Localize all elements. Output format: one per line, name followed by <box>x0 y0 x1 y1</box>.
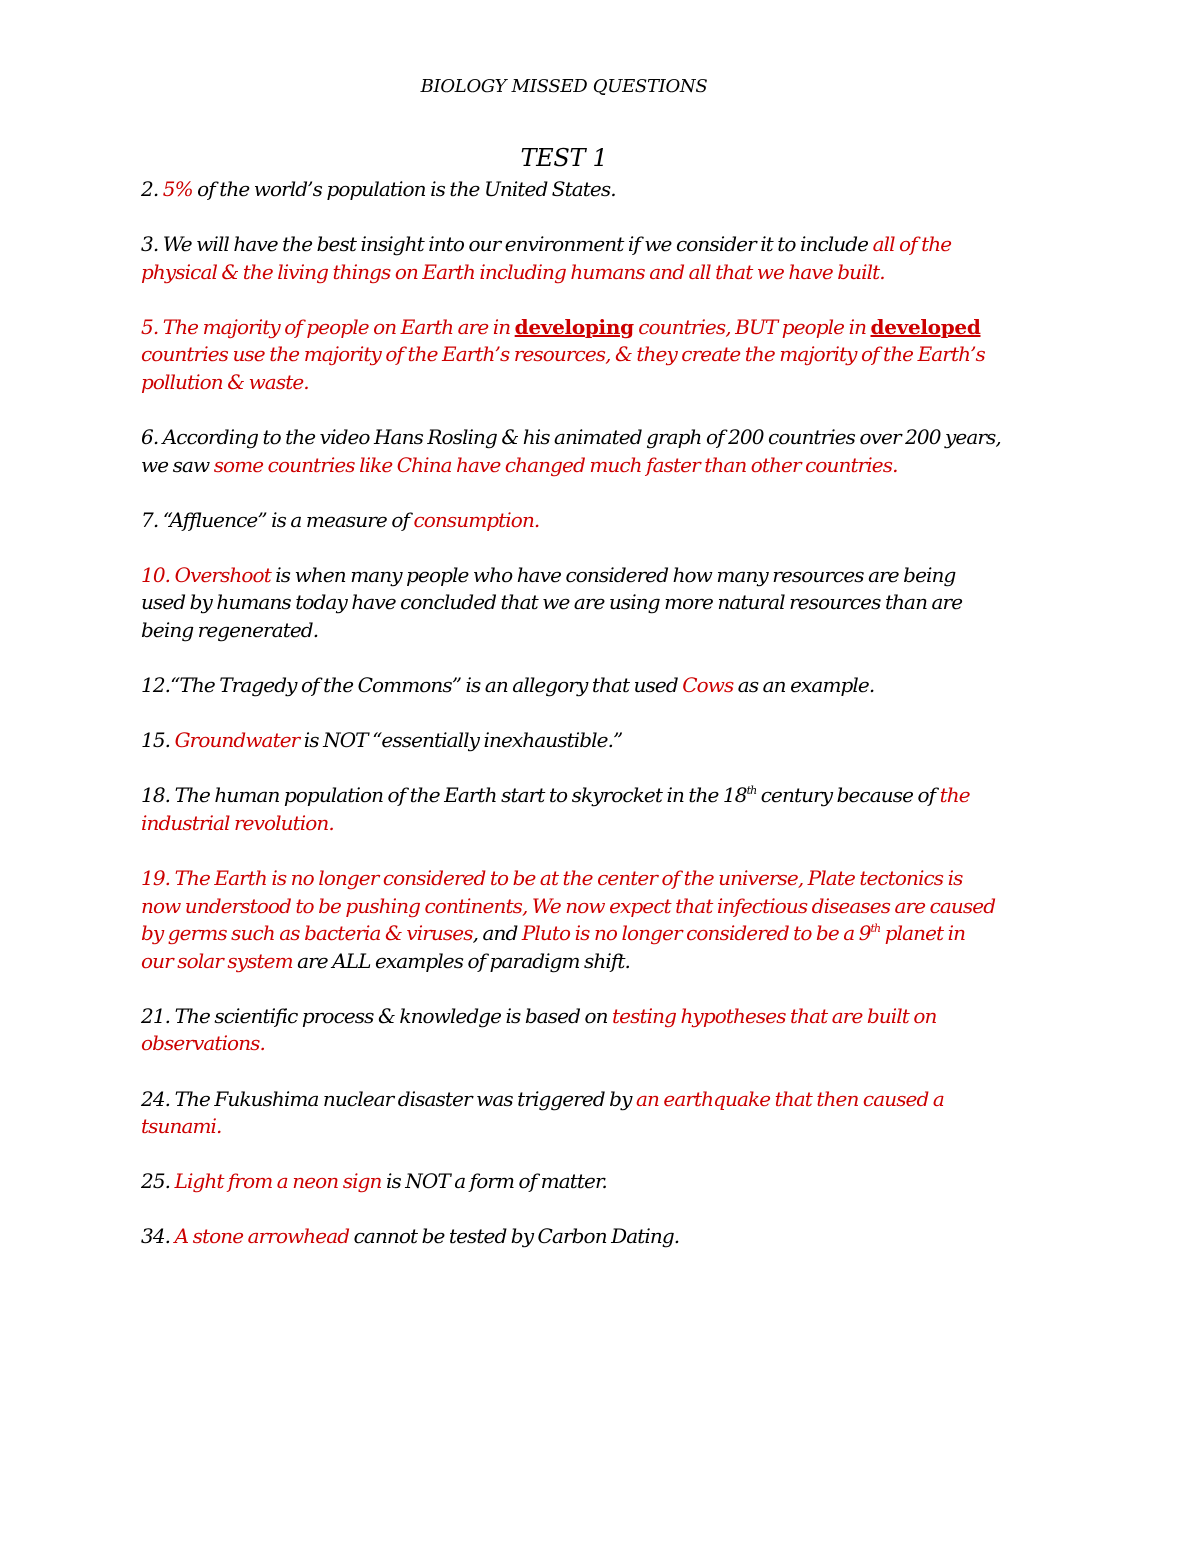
answer-text: planet in our solar system <box>141 921 966 973</box>
question-text: We will have the best insight into our environment if we consider it to include <box>162 232 873 257</box>
answer-text: countries, BUT people in <box>633 314 871 339</box>
question-number: 3. <box>141 232 163 257</box>
question-21 <box>141 1003 1001 1058</box>
superscript: th <box>746 783 757 797</box>
question-7 <box>141 507 1001 535</box>
answer-text: consumption. <box>413 507 540 532</box>
question-text: is NOT a form of matter. <box>381 1169 607 1194</box>
answer-text: some countries like China have changed much faster than other countries. <box>213 452 898 477</box>
question-34 <box>141 1223 1001 1251</box>
answer-text: The majority of people on Earth are in <box>162 314 515 339</box>
question-number: 19. <box>141 866 175 890</box>
question-18 <box>141 782 1001 837</box>
answer-text: the industrial revolution. <box>141 783 970 835</box>
answer-text: The Earth is no longer considered to be at the center of the universe, Plate tectonics is now understood to be pushing continents, We now expect that infectious diseases are caused by germs such as bacteria & viruses <box>141 866 996 946</box>
answer-text: 5% <box>162 177 193 201</box>
question-text: as an example. <box>733 673 875 698</box>
question-text: is when many people who have considered how many resources are being used by humans today have concluded that we are using more natural resources than are being regenerated. <box>141 562 963 643</box>
question-number: 5. <box>141 314 163 339</box>
question-text: of the world’s population is the United States. <box>192 177 616 201</box>
answer-text: testing hypotheses that are built on observations. <box>141 1003 937 1056</box>
answer-text: Cows <box>682 673 734 698</box>
question-number: 12. <box>141 673 171 698</box>
answer-text: Light from a neon sign <box>174 1169 382 1194</box>
answer-text: an earthquake that then caused a tsunami. <box>141 1086 944 1139</box>
question-text: “Affluence” is a measure of <box>162 507 414 532</box>
question-number: 6. <box>141 425 163 450</box>
question-number: 10. <box>141 562 175 587</box>
document-title: BIOLOGY MISSED QUESTIONS <box>420 76 708 97</box>
question-text: is NOT “essentially inexhaustible.” <box>299 728 623 753</box>
question-12 <box>141 672 1001 700</box>
keyword-developed: developed <box>870 314 981 339</box>
question-text: century because of <box>756 783 940 808</box>
question-24 <box>141 1086 1001 1141</box>
question-2 <box>141 176 1001 204</box>
question-19 <box>141 865 1001 975</box>
question-number: 34. <box>141 1224 175 1249</box>
question-number: 7. <box>141 507 163 532</box>
question-5 <box>141 314 1001 397</box>
question-text: cannot be tested by Carbon Dating. <box>349 1224 680 1249</box>
question-text: The Fukushima nuclear disaster was triggered by <box>174 1086 636 1111</box>
answer-text: Overshoot <box>174 562 271 587</box>
answer-text: countries use the majority of the Earth’s resources, & they create the majority of the Earth’s pollution & waste. <box>141 342 985 394</box>
question-number: 15. <box>141 728 175 753</box>
superscript: th <box>870 921 881 935</box>
question-text: are ALL examples of paradigm shift. <box>292 948 630 973</box>
answer-text: Pluto is no longer considered to be a 9 <box>521 921 871 946</box>
question-text: , and <box>472 921 522 946</box>
question-list <box>141 176 1001 1278</box>
question-15 <box>141 727 1001 755</box>
question-3 <box>141 231 1001 286</box>
question-25 <box>141 1168 1001 1196</box>
question-number: 21. <box>141 1003 175 1028</box>
question-number: 25. <box>141 1169 175 1194</box>
question-6 <box>141 424 1001 479</box>
question-number: 24. <box>141 1086 175 1111</box>
question-number: 2. <box>141 177 163 201</box>
answer-text: Groundwater <box>174 728 300 753</box>
question-text: The human population of the Earth start to skyrocket in the 18 <box>174 783 747 808</box>
question-number: 18. <box>141 783 175 808</box>
question-text: The scientific process & knowledge is based on <box>174 1003 613 1028</box>
answer-text: all of the physical & the living things on Earth including humans and all that we have built. <box>141 232 952 284</box>
question-text: According to the video Hans Rosling & his animated graph of 200 countries over 200 years, we saw <box>141 425 1001 477</box>
test-heading: TEST 1 <box>520 144 608 172</box>
keyword-developing: developing <box>514 314 634 339</box>
answer-text: A stone arrowhead <box>174 1224 350 1249</box>
question-10 <box>141 562 1001 645</box>
question-text: “The Tragedy of the Commons” is an allegory that used <box>170 673 683 698</box>
